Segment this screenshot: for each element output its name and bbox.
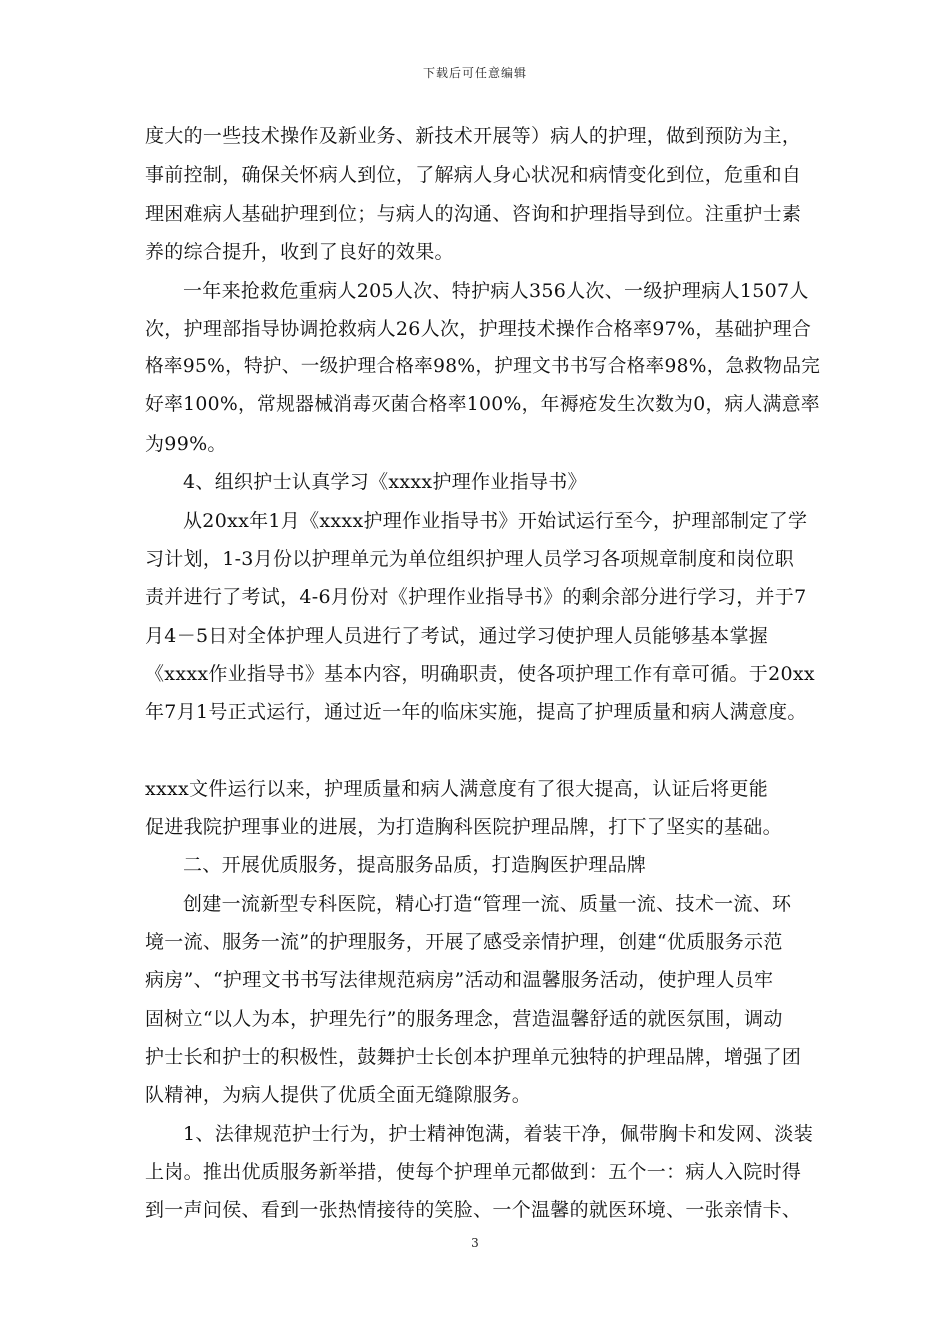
text-line: 次，护理部指导协调抢救病人26人次，护理技术操作合格率97%，基础护理合 — [145, 318, 812, 340]
text-line: 月4－5日对全体护理人员进行了考试，通过学习使护理人员能够基本掌握 — [145, 625, 769, 647]
text-line: 境一流、服务一流”的护理服务，开展了感受亲情护理，创建“优质服务示范 — [145, 931, 783, 953]
section-heading: 二、开展优质服务，提高服务品质，打造胸医护理品牌 — [183, 854, 647, 876]
text-line: 促进我院护理事业的进展，为打造胸科医院护理品牌，打下了坚实的基础。 — [145, 816, 782, 838]
text-line: 上岗。推出优质服务新举措，使每个护理单元都做到：五个一：病人入院时得 — [145, 1161, 802, 1183]
text-line: 护士长和护士的积极性，鼓舞护士长创本护理单元独特的护理品牌，增强了团 — [145, 1046, 802, 1068]
text-line: 理困难病人基础护理到位；与病人的沟通、咨询和护理指导到位。注重护士素 — [145, 203, 802, 225]
text-line: 一年来抢救危重病人205人次、特护病人356人次、一级护理病人1507人 — [183, 280, 809, 302]
text-line: 为99%。 — [145, 433, 227, 455]
text-line: 好率100%，常规器械消毒灭菌合格率100%，年褥疮发生次数为0，病人满意率 — [145, 394, 820, 415]
text-line: 《xxxx作业指导书》基本内容，明确职责，使各项护理工作有章可循。于20xx — [145, 663, 815, 685]
text-line: xxxx文件运行以来，护理质量和病人满意度有了很大提高，认证后将更能 — [145, 778, 769, 800]
text-line: 队精神，为病人提供了优质全面无缝隙服务。 — [145, 1084, 532, 1106]
text-line: 到一声问侯、看到一张热情接待的笑脸、一个温馨的就医环境、一张亲情卡、 — [145, 1199, 802, 1221]
section-heading: 4、组织护士认真学习《xxxx护理作业指导书》 — [183, 471, 587, 493]
text-line: 病房”、“护理文书书写法律规范病房”活动和温馨服务活动，使护理人员牢 — [145, 969, 774, 991]
text-line: 创建一流新型专科医院，精心打造“管理一流、质量一流、技术一流、环 — [183, 893, 792, 915]
text-line: 责并进行了考试，4-6月份对《护理作业指导书》的剩余部分进行学习，并于7 — [145, 586, 807, 608]
text-line: 从20xx年1月《xxxx护理作业指导书》开始试运行至今，护理部制定了学 — [183, 510, 808, 532]
text-line: 养的综合提升，收到了良好的效果。 — [145, 241, 454, 263]
text-line: 格率95%，特护、一级护理合格率98%，护理文书书写合格率98%，急救物品完 — [145, 356, 821, 377]
text-line: 度大的一些技术操作及新业务、新技术开展等）病人的护理，做到预防为主， — [145, 125, 802, 147]
text-line: 1、法律规范护士行为，护士精神饱满，着装干净，佩带胸卡和发网、淡装 — [183, 1123, 813, 1145]
page-header: 下载后可任意编辑 — [422, 66, 527, 80]
page-number: 3 — [471, 1236, 479, 1250]
text-line: 习计划，1-3月份以护理单元为单位组织护理人员学习各项规章制度和岗位职 — [145, 548, 795, 570]
text-line: 固树立“以人为本，护理先行”的服务理念，营造温馨舒适的就医氛围，调动 — [145, 1008, 783, 1030]
text-line: 年7月1号正式运行，通过近一年的临床实施，提高了护理质量和病人满意度。 — [145, 701, 807, 723]
text-line: 事前控制，确保关怀病人到位，了解病人身心状况和病情变化到位，危重和自 — [145, 164, 802, 186]
